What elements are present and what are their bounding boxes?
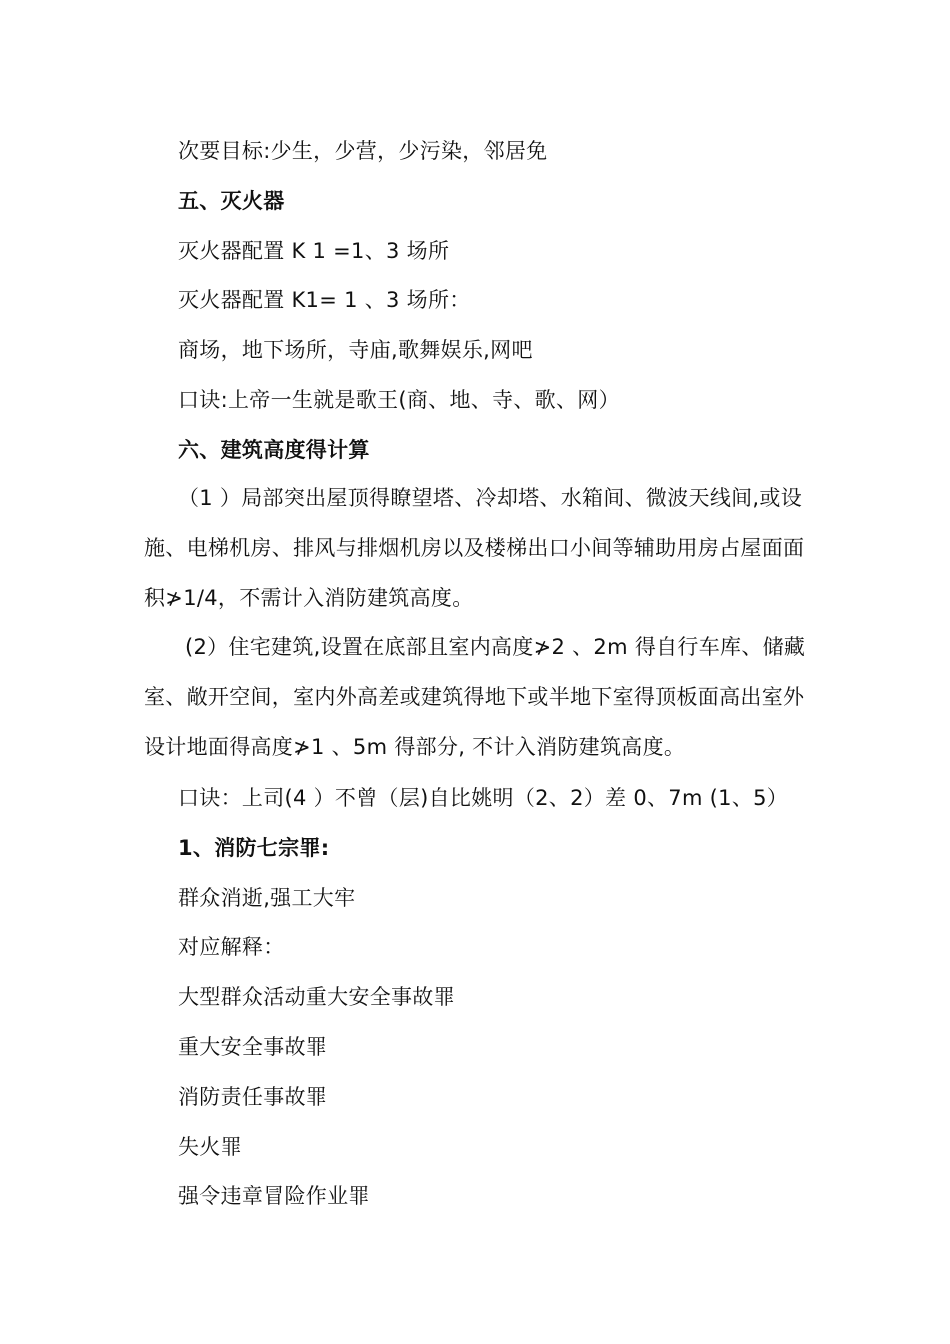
crime-item: 失火罪 [178, 1135, 242, 1159]
section-heading-extinguisher: 五、灭火器 [178, 189, 285, 213]
height-paragraph-1-text: （1 ）局部突出屋顶得瞭望塔、冷却塔、水箱间、微波天线间,或设施、电梯机房、排风与排烟机房以及楼梯出口小间等辅助用房占屋面面积≯1/4，不需计入消防建筑高度。 [144, 486, 805, 610]
section-heading-height: 六、建筑高度得计算 [178, 438, 370, 462]
height-paragraph-2-text: (2）住宅建筑,设置在底部且室内高度≯2 、2m 得自行车库、储藏室、敞开空间，室内外高差或建筑得地下或半地下室得顶板面高出室外设计地面得高度≯1 、5m 得部分, 不计入消防建筑高度。 [144, 635, 806, 759]
height-paragraph-2 [144, 623, 814, 772]
height-paragraph-1 [144, 474, 814, 623]
extinguisher-k1-line-b: 灭火器配置 K1= 1 、3 场所： [178, 288, 471, 312]
crime-item: 强令违章冒险作业罪 [178, 1184, 370, 1208]
crimes-mnemonic-line: 群众消逝,强工大牢 [178, 886, 356, 910]
crime-item: 大型群众活动重大安全事故罪 [178, 985, 455, 1009]
crime-item: 重大安全事故罪 [178, 1035, 328, 1059]
mnemonic-line-1: 口诀:上帝一生就是歌王(商、地、寺、歌、网） [178, 388, 620, 412]
section-heading-crimes: 1、消防七宗罪: [178, 836, 330, 860]
mnemonic-line-2: 口诀：上司(4 ）不曾（层)自比姚明（2、2）差 0、7m (1、5） [178, 786, 789, 810]
minor-goal-line: 次要目标:少生，少营，少污染，邻居免 [178, 139, 548, 163]
crime-item: 消防责任事故罪 [178, 1085, 328, 1109]
places-line: 商场，地下场所，寺庙,歌舞娱乐,网吧 [178, 338, 533, 362]
explanation-label: 对应解释： [178, 935, 285, 959]
extinguisher-k1-line-a: 灭火器配置 K 1 =1、3 场所 [178, 239, 450, 263]
